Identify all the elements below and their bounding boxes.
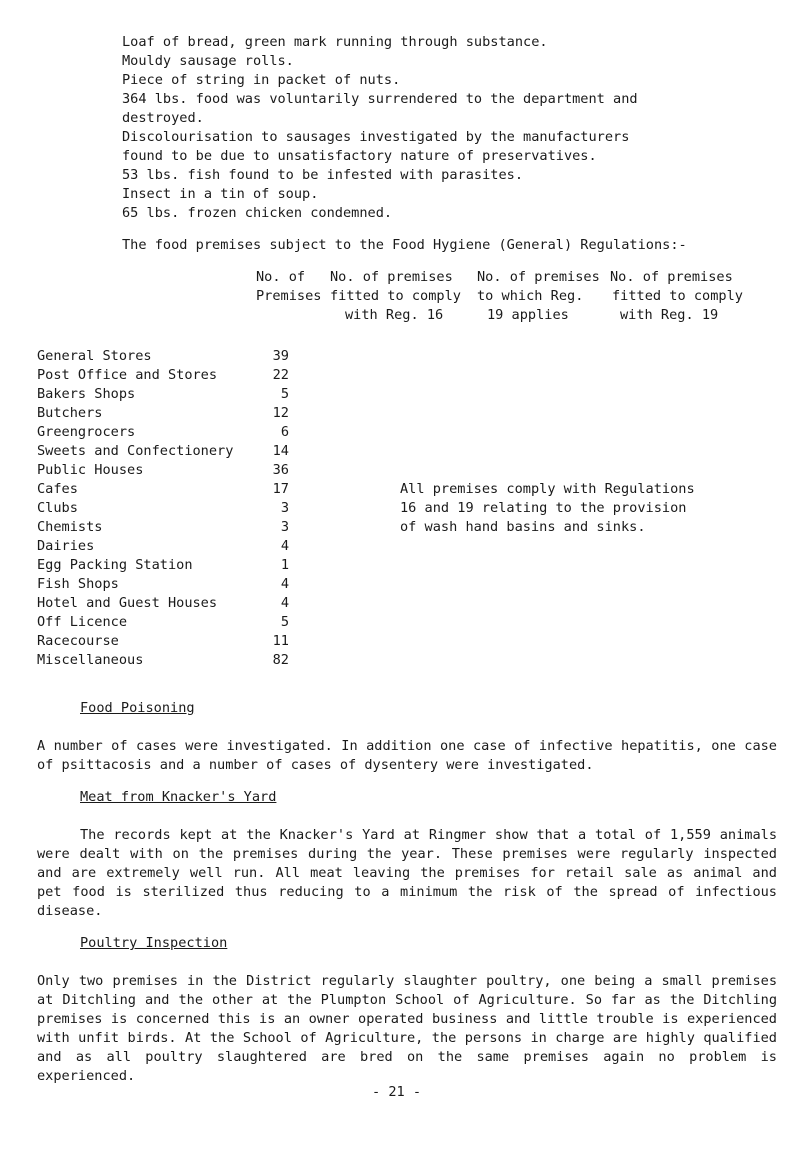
row-label: Off Licence [37, 614, 128, 630]
header-col4-line1: No. of premises [610, 269, 733, 285]
intro-line: 364 lbs. food was voluntarily surrendered to the department and [122, 91, 638, 107]
row-label: Racecourse [37, 633, 119, 649]
row-value: 4 [280, 576, 289, 592]
row-value: 4 [280, 595, 289, 611]
row-value: 11 [272, 633, 289, 649]
row-value: 39 [272, 348, 289, 364]
row-value: 3 [280, 519, 289, 535]
row-value: 5 [280, 386, 289, 402]
row-label: Cafes [37, 481, 78, 497]
section-heading-food-poisoning: Food Poisoning [80, 700, 195, 716]
row-label: Greengrocers [37, 424, 136, 440]
header-col3-line3: 19 applies [487, 307, 569, 323]
row-value: 4 [280, 538, 289, 554]
row-value: 6 [280, 424, 289, 440]
row-value: 82 [272, 652, 289, 668]
intro-line: Insect in a tin of soup. [122, 186, 319, 202]
row-value: 22 [272, 367, 289, 383]
header-col1-line1: No. of [256, 269, 306, 285]
row-label: Clubs [37, 500, 78, 516]
section-heading-poultry: Poultry Inspection [80, 935, 228, 951]
header-col3-line1: No. of premises [477, 269, 600, 285]
section-body-poultry: Only two premises in the District regularly slaughter poultry, one being a small premises at Ditchling and the other at the Plumpton School of Agriculture. So far as the Ditchling premises is concerned this is an owner operated business and little trouble is experienced with unfit birds. At the School of Agriculture, the persons in charge are highly qualified and as all poultry slaughtered are bred on the same premises again no problem is experienced. [37, 973, 777, 1084]
row-label: Post Office and Stores [37, 367, 218, 383]
header-col2-line2: fitted to comply [330, 288, 461, 304]
row-label: General Stores [37, 348, 152, 364]
row-label: Public Houses [37, 462, 144, 478]
row-value: 3 [280, 500, 289, 516]
header-col4-line2: fitted to comply [612, 288, 743, 304]
page-number: - 21 - [372, 1084, 422, 1100]
row-label: Dairies [37, 538, 95, 554]
row-value: 17 [272, 481, 289, 497]
intro-line: Mouldy sausage rolls. [122, 53, 294, 69]
row-label: Egg Packing Station [37, 557, 193, 573]
section-heading-knackers-yard: Meat from Knacker's Yard [80, 789, 277, 805]
header-col2-line3: with Reg. 16 [345, 307, 444, 323]
note-line: of wash hand basins and sinks. [400, 519, 646, 535]
intro-line: destroyed. [122, 110, 204, 126]
intro-line: 53 lbs. fish found to be infested with parasites. [122, 167, 524, 183]
row-label: Butchers [37, 405, 103, 421]
row-label: Bakers Shops [37, 386, 136, 402]
intro-line: Piece of string in packet of nuts. [122, 72, 401, 88]
table-intro: The food premises subject to the Food Hygiene (General) Regulations:- [122, 237, 687, 253]
row-label: Chemists [37, 519, 103, 535]
row-value: 36 [272, 462, 289, 478]
row-label: Hotel and Guest Houses [37, 595, 218, 611]
intro-line: Discolourisation to sausages investigated by the manufacturers [122, 129, 630, 145]
intro-line: 65 lbs. frozen chicken condemned. [122, 205, 393, 221]
row-value: 12 [272, 405, 289, 421]
row-label: Fish Shops [37, 576, 119, 592]
header-col2-line1: No. of premises [330, 269, 453, 285]
section-body-knackers-yard: The records kept at the Knacker's Yard at Ringmer show that a total of 1,559 animals were dealt with on the premises during the year. These premises were regularly inspected and are extremely well run. All meat leaving the premises for retail sale as animal and pet food is sterilized thus reducing to a minimum the risk of the spread of infectious disease. [37, 827, 777, 919]
note-line: 16 and 19 relating to the provision [400, 500, 687, 516]
header-col3-line2: to which Reg. [477, 288, 584, 304]
row-label: Miscellaneous [37, 652, 144, 668]
row-value: 1 [280, 557, 289, 573]
section-body-food-poisoning: A number of cases were investigated. In addition one case of infective hepatitis, one case of psittacosis and a number of cases of dysentery were investigated. [37, 738, 777, 773]
row-value: 14 [272, 443, 289, 459]
row-label: Sweets and Confectionery [37, 443, 234, 459]
header-col4-line3: with Reg. 19 [620, 307, 719, 323]
note-line: All premises comply with Regulations [400, 481, 695, 497]
row-value: 5 [280, 614, 289, 630]
header-col1-line2: Premises [256, 288, 322, 304]
intro-line: found to be due to unsatisfactory nature of preservatives. [122, 148, 597, 164]
intro-line: Loaf of bread, green mark running through substance. [122, 34, 548, 50]
